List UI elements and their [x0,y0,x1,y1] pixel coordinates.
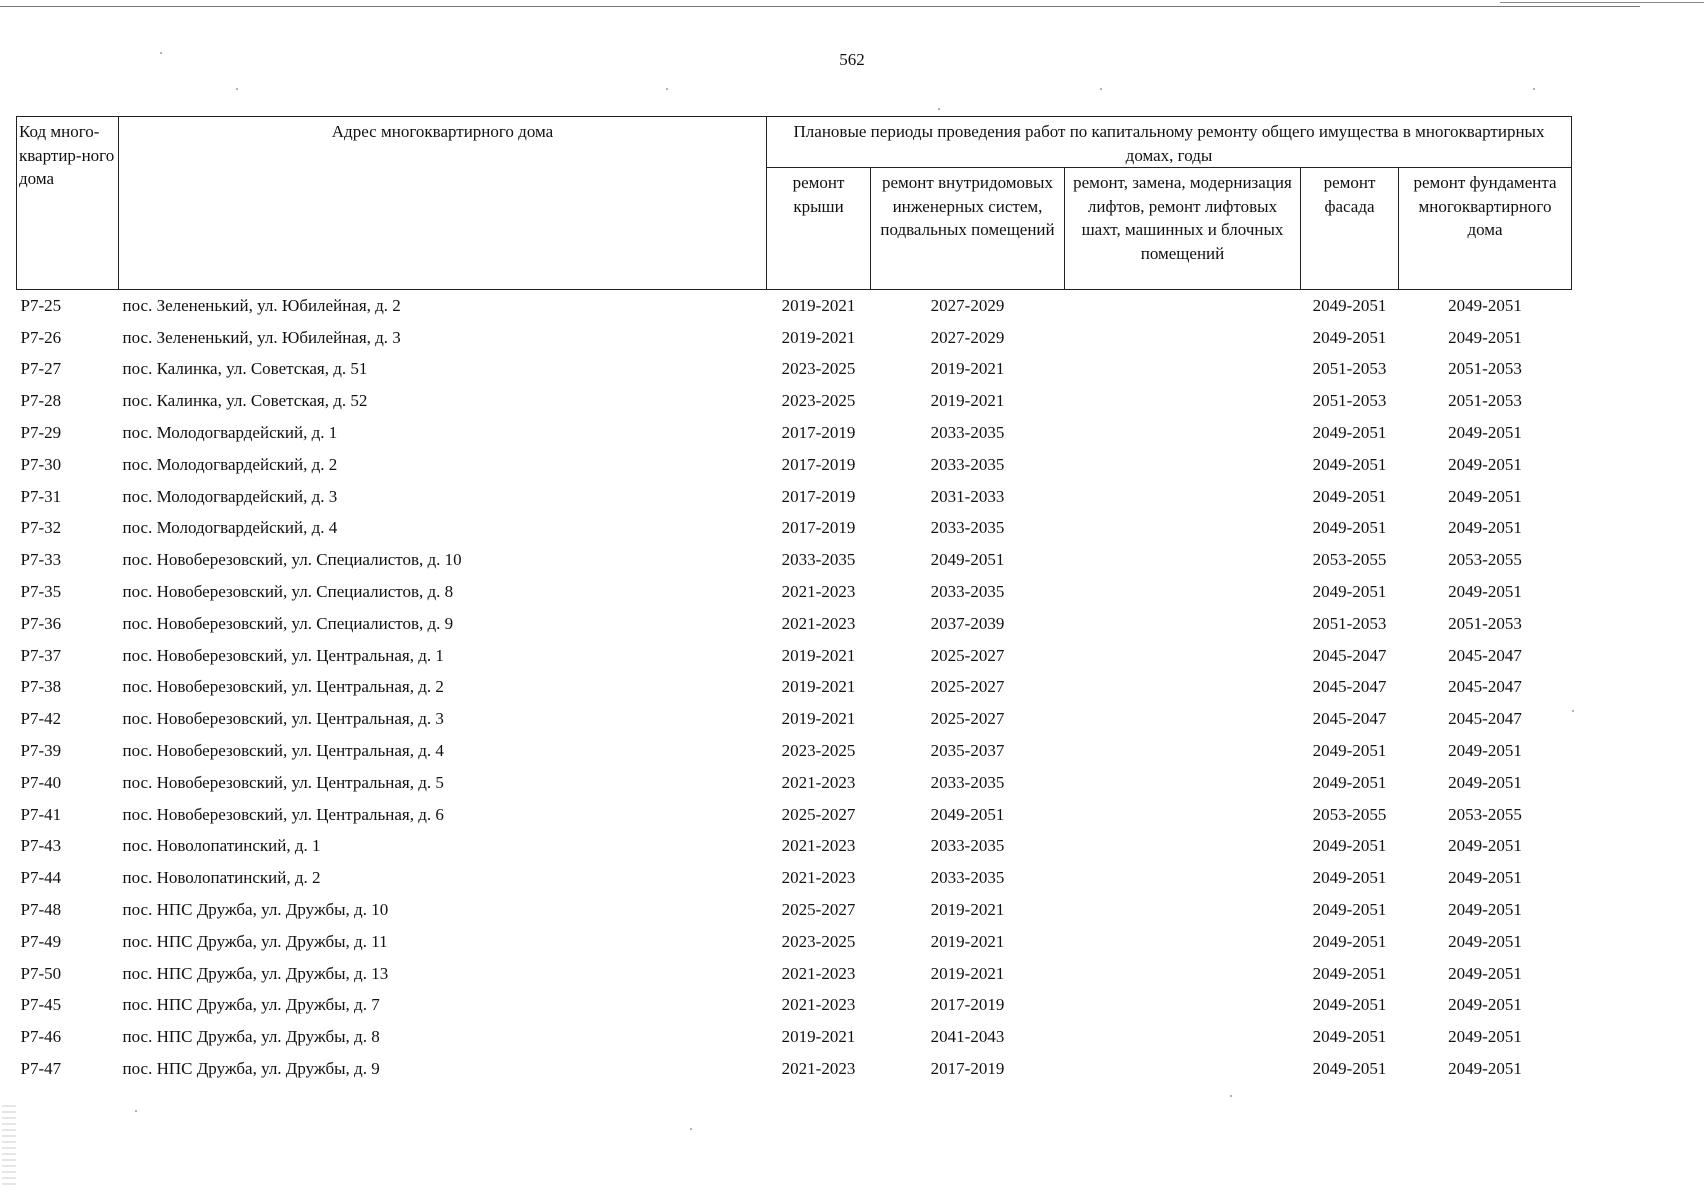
row-facade-period: 2049-2051 [1312,836,1387,856]
row-foundation-period: 2049-2051 [1448,963,1522,983]
scan-speck [938,108,940,110]
row-roof-period: 2017-2019 [781,518,856,538]
row-address: пос. Новоберезовский, ул. Центральная, д. 4 [122,741,444,761]
row-roof-period: 2023-2025 [781,359,856,379]
row-roof-period: 2021-2023 [781,963,856,983]
row-code: Р7-39 [20,741,62,761]
row-roof-period: 2017-2019 [781,423,856,443]
row-lifts-period [1065,894,1301,926]
row-lifts-period [1065,703,1301,735]
table-row [17,1053,1572,1085]
row-code: Р7-44 [20,868,62,888]
scan-speck [1100,88,1102,90]
row-systems-period: 2025-2027 [930,645,1005,665]
row-address: пос. НПС Дружба, ул. Дружбы, д. 9 [122,1059,380,1079]
row-code: Р7-29 [20,423,62,443]
scan-speck [1533,88,1535,90]
row-lifts-period [1065,735,1301,767]
row-code: Р7-38 [20,677,62,697]
row-facade-period: 2045-2047 [1312,645,1387,665]
row-roof-period: 2019-2021 [781,645,856,665]
table-row [17,544,1572,576]
row-lifts-period [1065,862,1301,894]
row-lifts-period [1065,958,1301,990]
table-body [17,290,1572,1085]
row-roof-period: 2019-2021 [781,327,856,347]
scan-edge-noise [2,1105,16,1185]
row-roof-period: 2021-2023 [781,836,856,856]
row-lifts-period [1065,640,1301,672]
row-code: Р7-40 [20,772,62,792]
row-foundation-period: 2049-2051 [1448,931,1522,951]
row-facade-period: 2051-2053 [1312,359,1387,379]
table-row [17,481,1572,513]
row-facade-period: 2045-2047 [1312,709,1387,729]
row-facade-period: 2053-2055 [1312,804,1387,824]
row-facade-period: 2045-2047 [1312,677,1387,697]
row-roof-period: 2017-2019 [781,454,856,474]
row-address: пос. НПС Дружба, ул. Дружбы, д. 10 [122,900,389,920]
row-address: пос. Новоберезовский, ул. Центральная, д. 2 [122,677,444,697]
row-lifts-period [1065,1021,1301,1053]
document-sheet [16,116,1571,1085]
row-code: Р7-30 [20,454,62,474]
row-code: Р7-47 [20,1059,62,1079]
row-lifts-period [1065,290,1301,322]
row-roof-period: 2025-2027 [781,804,856,824]
row-address: пос. Новоберезовский, ул. Центральная, д. 5 [122,772,444,792]
header-code: Код много-квартир-ного дома [17,117,119,290]
row-code: Р7-31 [20,486,62,506]
row-code: Р7-45 [20,995,62,1015]
row-facade-period: 2049-2051 [1312,995,1387,1015]
row-facade-period: 2049-2051 [1312,900,1387,920]
scan-speck [135,1110,137,1112]
row-lifts-period [1065,767,1301,799]
row-systems-period: 2027-2029 [930,295,1005,315]
row-address: пос. Новоберезовский, ул. Специалистов, д. 10 [122,550,462,570]
row-foundation-period: 2049-2051 [1448,995,1522,1015]
row-roof-period: 2021-2023 [781,613,856,633]
row-foundation-period: 2051-2053 [1448,391,1522,411]
row-facade-period: 2049-2051 [1312,486,1387,506]
row-code: Р7-36 [20,613,62,633]
row-facade-period: 2049-2051 [1312,931,1387,951]
row-code: Р7-33 [20,550,62,570]
table-row [17,449,1572,481]
row-address: пос. Молодогвардейский, д. 1 [122,423,338,443]
row-lifts-period [1065,544,1301,576]
row-address: пос. Зелененький, ул. Юбилейная, д. 3 [122,327,401,347]
page-number: 562 [839,50,865,69]
row-code: Р7-37 [20,645,62,665]
scan-speck [160,52,162,54]
scan-top-rule [0,6,1640,7]
table-row [17,576,1572,608]
row-code: Р7-27 [20,359,62,379]
header-engineering-systems: ремонт внутридомовых инженерных систем, подвальных помещений [871,168,1065,290]
row-roof-period: 2033-2035 [781,550,856,570]
row-facade-period: 2049-2051 [1312,1027,1387,1047]
row-lifts-period [1065,354,1301,386]
row-code: Р7-46 [20,1027,62,1047]
row-roof-period: 2019-2021 [781,295,856,315]
row-systems-period: 2033-2035 [930,423,1005,443]
scan-speck [1230,1095,1232,1097]
table-row [17,831,1572,863]
row-code: Р7-50 [20,963,62,983]
row-systems-period: 2019-2021 [930,963,1005,983]
row-foundation-period: 2045-2047 [1448,645,1522,665]
scan-speck [666,88,668,90]
table-row [17,640,1572,672]
row-facade-period: 2049-2051 [1312,963,1387,983]
row-foundation-period: 2051-2053 [1448,359,1522,379]
row-code: Р7-48 [20,900,62,920]
row-address: пос. Зелененький, ул. Юбилейная, д. 2 [122,295,401,315]
row-foundation-period: 2049-2051 [1448,772,1522,792]
row-address: пос. Калинка, ул. Советская, д. 52 [122,391,368,411]
row-roof-period: 2021-2023 [781,582,856,602]
table-row [17,322,1572,354]
row-facade-period: 2049-2051 [1312,454,1387,474]
row-foundation-period: 2049-2051 [1448,454,1522,474]
row-systems-period: 2033-2035 [930,582,1005,602]
row-systems-period: 2049-2051 [930,550,1005,570]
row-systems-period: 2017-2019 [930,1059,1005,1079]
row-foundation-period: 2045-2047 [1448,677,1522,697]
row-address: пос. Новоберезовский, ул. Специалистов, д. 8 [122,582,454,602]
row-systems-period: 2049-2051 [930,804,1005,824]
row-roof-period: 2021-2023 [781,995,856,1015]
table-row [17,354,1572,386]
row-address: пос. Новоберезовский, ул. Центральная, д. 1 [122,645,444,665]
table-row [17,417,1572,449]
row-lifts-period [1065,481,1301,513]
table-row [17,990,1572,1022]
row-systems-period: 2037-2039 [930,613,1005,633]
row-systems-period: 2035-2037 [930,741,1005,761]
row-facade-period: 2049-2051 [1312,741,1387,761]
row-systems-period: 2033-2035 [930,772,1005,792]
row-systems-period: 2019-2021 [930,359,1005,379]
table-row [17,862,1572,894]
row-foundation-period: 2049-2051 [1448,900,1522,920]
row-systems-period: 2033-2035 [930,836,1005,856]
row-roof-period: 2023-2025 [781,391,856,411]
row-foundation-period: 2053-2055 [1448,804,1522,824]
row-address: пос. НПС Дружба, ул. Дружбы, д. 11 [122,931,388,951]
row-lifts-period [1065,449,1301,481]
row-foundation-period: 2049-2051 [1448,327,1522,347]
row-foundation-period: 2053-2055 [1448,550,1522,570]
row-address: пос. Новолопатинский, д. 1 [122,836,321,856]
row-lifts-period [1065,322,1301,354]
row-address: пос. Новоберезовский, ул. Центральная, д. 3 [122,709,444,729]
row-foundation-period: 2049-2051 [1448,1059,1522,1079]
row-systems-period: 2019-2021 [930,391,1005,411]
header-planned-periods: Плановые периоды проведения работ по капитальному ремонту общего имущества в многоквартирных домах, годы [767,117,1572,168]
scan-top-rule-right [1500,2,1704,3]
row-address: пос. НПС Дружба, ул. Дружбы, д. 13 [122,963,389,983]
row-code: Р7-35 [20,582,62,602]
header-row-1 [17,117,1572,168]
row-roof-period: 2019-2021 [781,677,856,697]
table-row [17,735,1572,767]
row-address: пос. Молодогвардейский, д. 2 [122,454,338,474]
row-roof-period: 2025-2027 [781,900,856,920]
scan-speck [690,1128,692,1130]
row-systems-period: 2033-2035 [930,518,1005,538]
row-facade-period: 2049-2051 [1312,518,1387,538]
header-address: Адрес многоквартирного дома [119,117,767,290]
header-facade: ремонт фасада [1301,168,1399,290]
row-code: Р7-43 [20,836,62,856]
row-systems-period: 2027-2029 [930,327,1005,347]
row-roof-period: 2023-2025 [781,931,856,951]
row-roof-period: 2019-2021 [781,709,856,729]
header-roof: ремонт крыши [767,168,871,290]
row-systems-period: 2031-2033 [930,486,1005,506]
row-foundation-period: 2045-2047 [1448,709,1522,729]
row-foundation-period: 2049-2051 [1448,582,1522,602]
row-lifts-period [1065,926,1301,958]
row-systems-period: 2019-2021 [930,931,1005,951]
row-lifts-period [1065,417,1301,449]
row-lifts-period [1065,385,1301,417]
row-address: пос. Молодогвардейский, д. 4 [122,518,338,538]
row-systems-period: 2025-2027 [930,677,1005,697]
row-address: пос. Новоберезовский, ул. Специалистов, д. 9 [122,613,454,633]
row-roof-period: 2017-2019 [781,486,856,506]
scan-speck [236,88,238,90]
row-facade-period: 2049-2051 [1312,772,1387,792]
row-systems-period: 2033-2035 [930,868,1005,888]
row-roof-period: 2021-2023 [781,1059,856,1079]
row-foundation-period: 2049-2051 [1448,486,1522,506]
row-code: Р7-42 [20,709,62,729]
row-foundation-period: 2049-2051 [1448,868,1522,888]
row-facade-period: 2051-2053 [1312,613,1387,633]
row-roof-period: 2023-2025 [781,741,856,761]
header-lifts: ремонт, замена, модернизация лифтов, ремонт лифтовых шахт, машинных и блочных помещений [1065,168,1301,290]
header-foundation: ремонт фундамента многоквартирного дома [1399,168,1572,290]
row-roof-period: 2021-2023 [781,868,856,888]
row-address: пос. Новолопатинский, д. 2 [122,868,321,888]
row-facade-period: 2049-2051 [1312,423,1387,443]
row-code: Р7-49 [20,931,62,951]
row-facade-period: 2049-2051 [1312,327,1387,347]
row-lifts-period [1065,672,1301,704]
table-row [17,1021,1572,1053]
table-row [17,608,1572,640]
table-row [17,894,1572,926]
scan-speck [1572,710,1574,712]
row-facade-period: 2049-2051 [1312,1059,1387,1079]
row-lifts-period [1065,513,1301,545]
row-facade-period: 2051-2053 [1312,391,1387,411]
row-systems-period: 2041-2043 [930,1027,1005,1047]
table-row [17,958,1572,990]
row-facade-period: 2053-2055 [1312,550,1387,570]
row-address: пос. Молодогвардейский, д. 3 [122,486,338,506]
table-row [17,799,1572,831]
row-code: Р7-25 [20,295,62,315]
row-systems-period: 2033-2035 [930,454,1005,474]
row-roof-period: 2021-2023 [781,772,856,792]
repair-schedule-table [16,116,1572,1085]
row-foundation-period: 2049-2051 [1448,295,1522,315]
table-row [17,513,1572,545]
row-code: Р7-28 [20,391,62,411]
table-row [17,672,1572,704]
row-lifts-period [1065,990,1301,1022]
row-code: Р7-41 [20,804,62,824]
table-row [17,926,1572,958]
row-facade-period: 2049-2051 [1312,868,1387,888]
table-row [17,703,1572,735]
row-foundation-period: 2049-2051 [1448,518,1522,538]
row-systems-period: 2025-2027 [930,709,1005,729]
row-address: пос. НПС Дружба, ул. Дружбы, д. 8 [122,1027,380,1047]
row-systems-period: 2019-2021 [930,900,1005,920]
row-code: Р7-26 [20,327,62,347]
row-foundation-period: 2049-2051 [1448,836,1522,856]
table-row [17,290,1572,322]
row-foundation-period: 2051-2053 [1448,613,1522,633]
row-code: Р7-32 [20,518,62,538]
row-foundation-period: 2049-2051 [1448,1027,1522,1047]
row-lifts-period [1065,608,1301,640]
row-address: пос. Калинка, ул. Советская, д. 51 [122,359,368,379]
row-address: пос. НПС Дружба, ул. Дружбы, д. 7 [122,995,380,1015]
row-lifts-period [1065,831,1301,863]
row-address: пос. Новоберезовский, ул. Центральная, д. 6 [122,804,444,824]
row-lifts-period [1065,799,1301,831]
row-foundation-period: 2049-2051 [1448,741,1522,761]
table-row [17,385,1572,417]
row-foundation-period: 2049-2051 [1448,423,1522,443]
row-facade-period: 2049-2051 [1312,295,1387,315]
row-facade-period: 2049-2051 [1312,582,1387,602]
row-lifts-period [1065,1053,1301,1085]
row-systems-period: 2017-2019 [930,995,1005,1015]
table-row [17,767,1572,799]
row-roof-period: 2019-2021 [781,1027,856,1047]
row-lifts-period [1065,576,1301,608]
